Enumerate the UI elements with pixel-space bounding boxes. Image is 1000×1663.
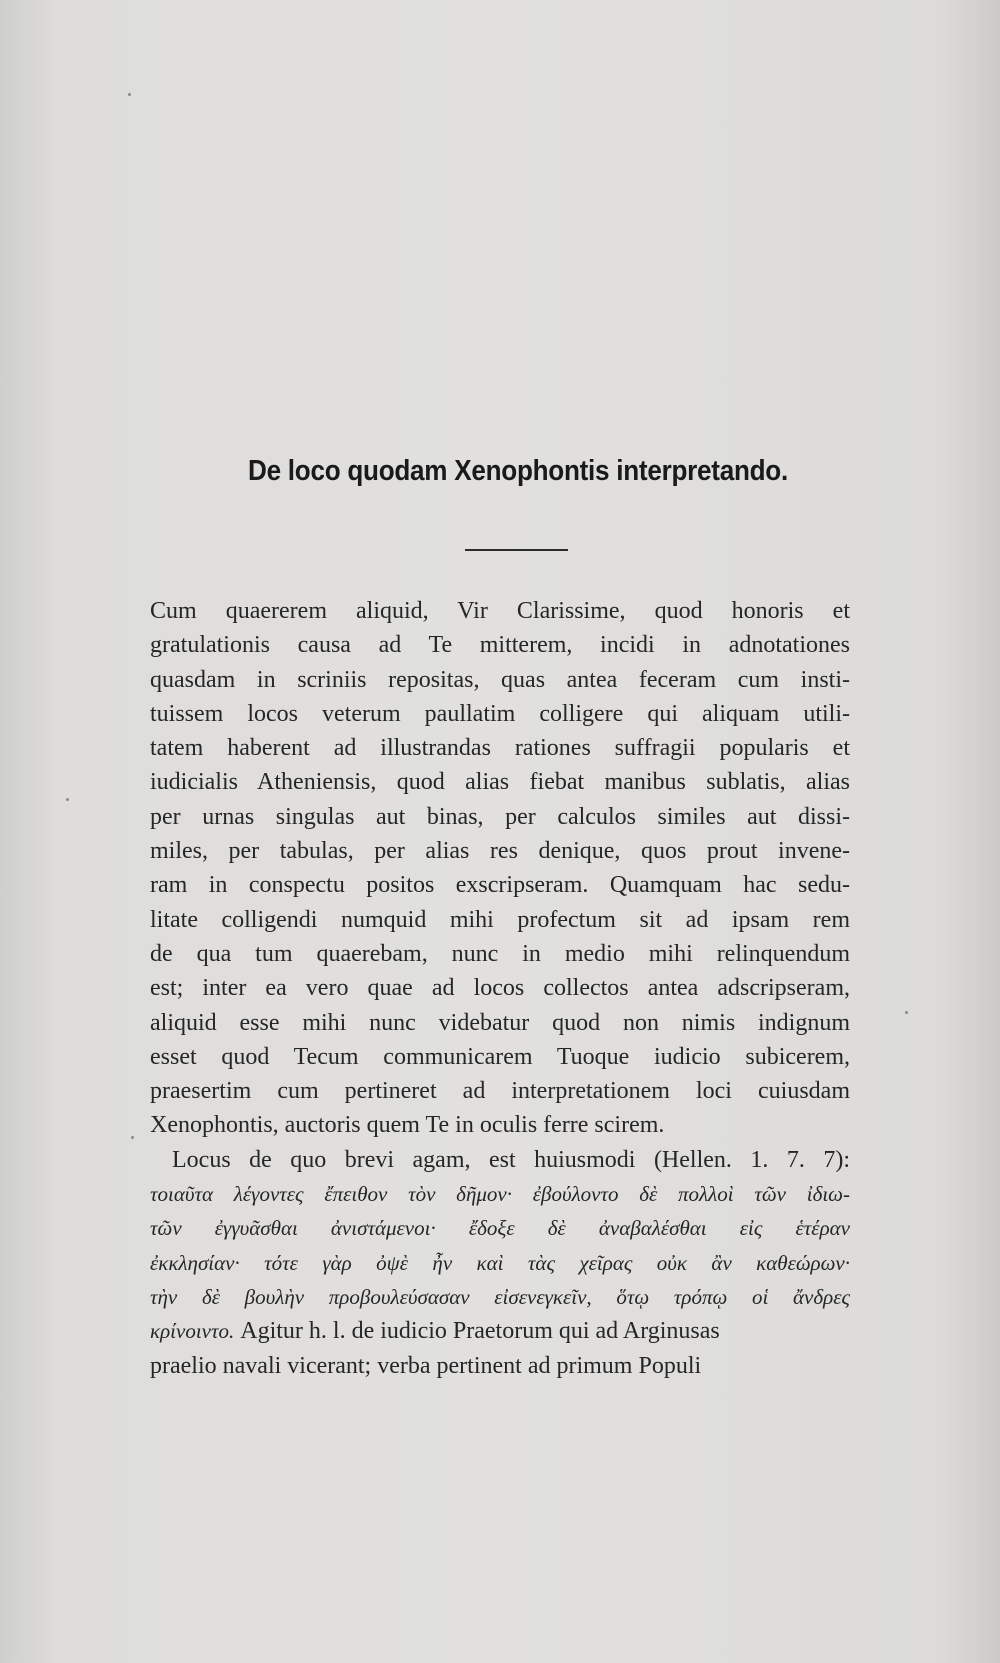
text-line: Cum quaererem aliquid, Vir Clarissime, quod honoris et: [150, 598, 850, 624]
text-line: gratulationis causa ad Te mitterem, incidi in adnotationes: [150, 632, 850, 659]
title-divider: [465, 549, 568, 551]
text-line: iudicialis Atheniensis, quod alias fiebat manibus sublatis, alias: [150, 769, 850, 796]
text-line-mixed: [150, 1314, 850, 1348]
text-line: per urnas singulas aut binas, per calculos similes aut dissi-: [150, 803, 850, 830]
text-line: esset quod Tecum communicarem Tuoque iudicio subicerem,: [150, 1043, 850, 1070]
text-line: tatem haberent ad illustrandas rationes suffragii popularis et: [150, 735, 850, 762]
greek-quote-line: ἐκκλησίαν· τότε γὰρ ὀψὲ ἦν καὶ τὰς χεῖρας οὐκ ἂν καθεώρων·: [150, 1250, 850, 1275]
paper-speck: [905, 1011, 908, 1014]
text-line: praelio navali vicerant; verba pertinent ad primum Populi: [150, 1352, 702, 1379]
text-line: Locus de quo brevi agam, est huiusmodi (Hellen. 1. 7. 7):: [172, 1146, 850, 1173]
document-title: De loco quodam Xenophontis interpretando.: [248, 455, 788, 487]
greek-quote-end: κρίνοιντο.: [150, 1319, 235, 1344]
text-line: litate colligendi numquid mihi profectum sit ad ipsam rem: [150, 906, 850, 933]
text-line: Xenophontis, auctoris quem Te in oculis ferre scirem.: [150, 1112, 665, 1139]
paper-speck: [66, 798, 69, 801]
text-fragment: Agitur h. l. de iudicio Praetorum qui ad Arginusas: [240, 1318, 720, 1345]
greek-quote-line: τὴν δὲ βουλὴν προβουλεύσασαν εἰσενεγκεῖν, ὅτῳ τρόπῳ οἱ ἄνδρες: [150, 1284, 850, 1309]
text-line: miles, per tabulas, per alias res denique, quos prout invene-: [150, 838, 850, 865]
text-line: quasdam in scriniis repositas, quas antea feceram cum insti-: [150, 666, 850, 693]
text-line: tuissem locos veterum paullatim colligere qui aliquam utili-: [150, 700, 850, 727]
text-line: aliquid esse mihi nunc videbatur quod non nimis indignum: [150, 1009, 850, 1036]
text-line: est; inter ea vero quae ad locos collectos antea adscripseram,: [150, 975, 850, 1002]
text-line: praesertim cum pertineret ad interpretationem loci cuiusdam: [150, 1078, 850, 1105]
greek-quote-line: τῶν ἐγγυᾶσθαι ἀνιστάμενοι· ἔδοξε δὲ ἀναβαλέσθαι εἰς ἑτέραν: [150, 1216, 850, 1241]
paper-speck: [128, 93, 131, 96]
text-line: de qua tum quaerebam, nunc in medio mihi relinquendum: [150, 940, 850, 967]
greek-quote-line: τοιαῦτα λέγοντες ἔπειθον τὸν δῆμον· ἐβούλοντο δὲ πολλοὶ τῶν ἰδιω-: [150, 1182, 850, 1207]
text-line: ram in conspectu positos exscripseram. Quamquam hac sedu-: [150, 872, 850, 899]
body-text: [150, 594, 850, 1383]
paper-speck: [131, 1136, 134, 1139]
